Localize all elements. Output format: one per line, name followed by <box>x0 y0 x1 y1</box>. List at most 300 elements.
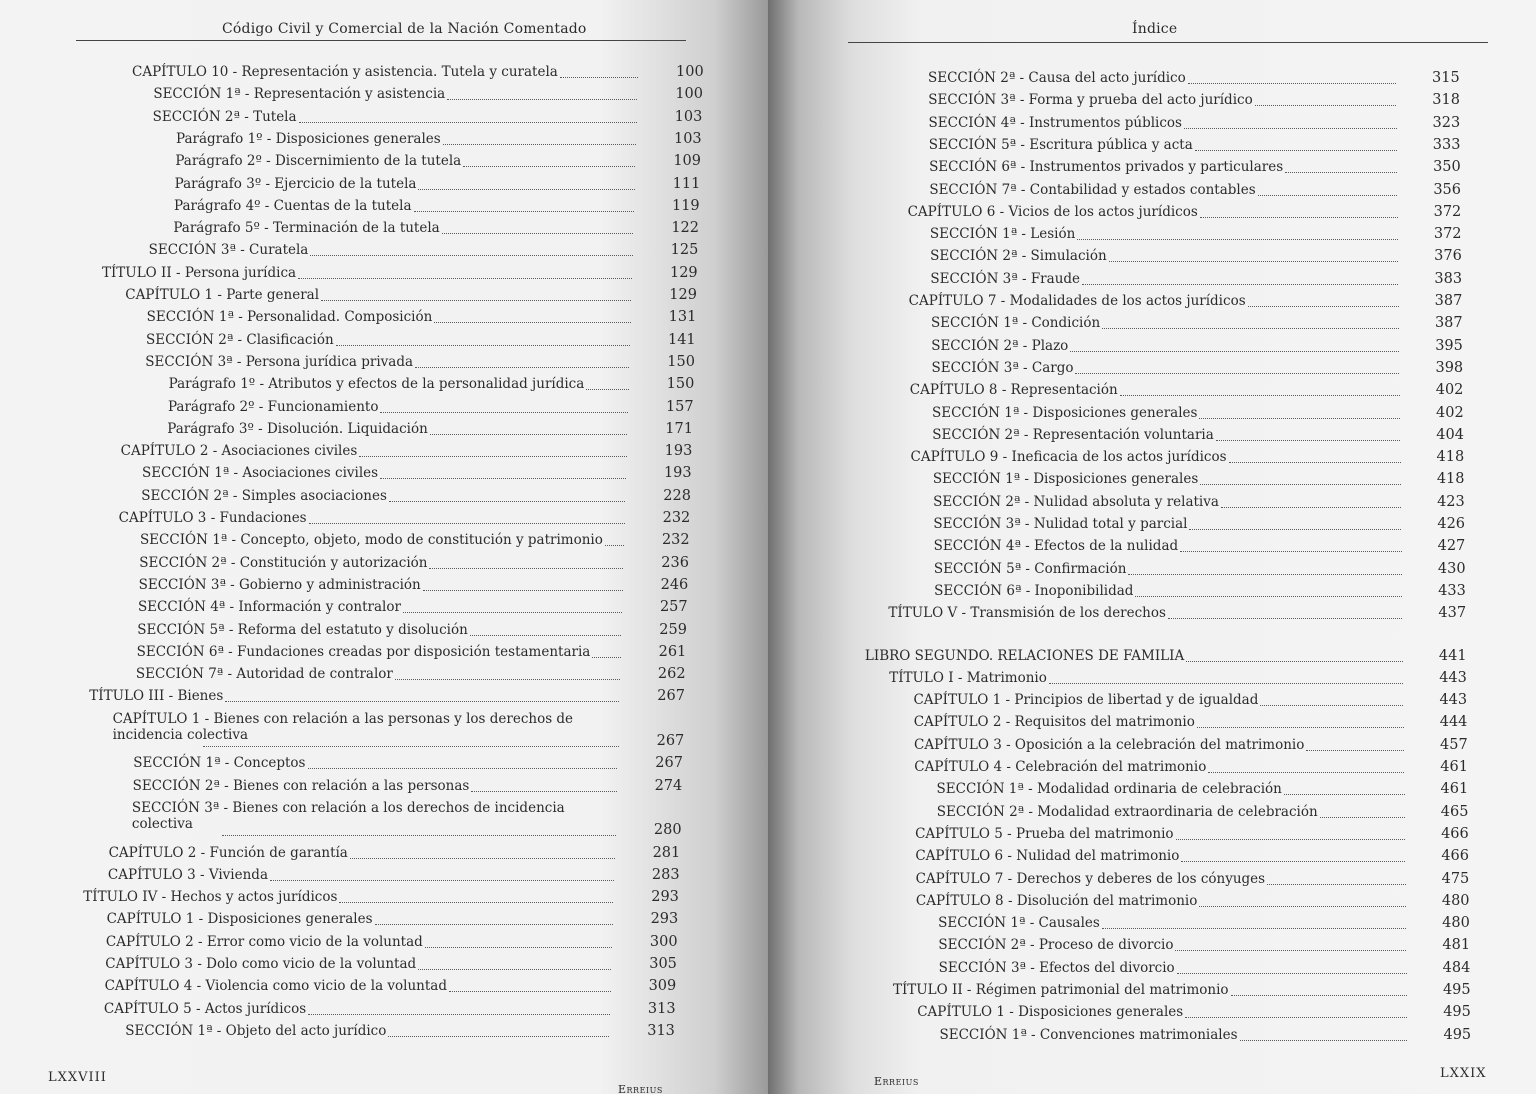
toc-entry-label: SECCIÓN 6ª - Inoponibilidad <box>934 582 1134 599</box>
toc-entry <box>914 759 1480 781</box>
toc-entry-page: 461 <box>1440 781 1469 798</box>
toc-entry <box>112 710 697 749</box>
toc-entry-label: TÍTULO V - Transmisión de los derechos <box>888 605 1166 622</box>
toc-entry <box>139 577 701 599</box>
toc-entry-label: CAPÍTULO 1 - Disposiciones generales <box>917 1004 1184 1021</box>
dot-leader <box>388 1035 609 1037</box>
toc-entry <box>137 644 699 666</box>
toc-entry-label: SECCIÓN 6ª - Instrumentos privados y particulares <box>929 159 1284 176</box>
toc-entry-label: SECCIÓN 1ª - Representación y asistencia <box>153 86 446 103</box>
toc-entry-page: 293 <box>650 911 679 928</box>
toc-entry-label: SECCIÓN 2ª - Bienes con relación a las personas <box>132 777 470 794</box>
toc-entry-label: SECCIÓN 4ª - Información y contralor <box>137 599 401 616</box>
dot-leader <box>605 544 624 546</box>
toc-entry <box>167 421 705 443</box>
toc-entry <box>142 465 704 487</box>
dot-leader <box>308 767 618 769</box>
header-rule <box>848 42 1488 43</box>
toc-entry <box>930 248 1474 270</box>
toc-entry <box>916 871 1482 893</box>
toc-entry <box>125 1023 687 1045</box>
toc-entry-page: 274 <box>654 777 683 794</box>
toc-entry-page: 193 <box>664 443 693 460</box>
toc-entry <box>106 934 690 956</box>
running-header: Índice <box>1132 21 1178 37</box>
toc-entry-label: CAPÍTULO 1 - Disposiciones generales <box>106 911 373 928</box>
toc-entry-label: SECCIÓN 2ª - Simulación <box>930 248 1107 265</box>
toc-entry <box>938 937 1482 959</box>
toc-entry <box>909 293 1475 315</box>
toc-entry <box>932 427 1476 449</box>
toc-entry-page: 257 <box>659 599 688 616</box>
dot-leader <box>1180 550 1401 552</box>
dot-leader <box>443 143 636 145</box>
toc-entry-page: 495 <box>1443 1004 1471 1021</box>
toc-entry-page: 444 <box>1439 714 1468 731</box>
toc-entry <box>174 198 712 220</box>
dot-leader <box>270 879 614 881</box>
dot-leader <box>1175 949 1406 951</box>
toc-entry-label: CAPÍTULO 6 - Vicios de los actos jurídicos <box>907 203 1198 220</box>
toc-entry <box>108 867 692 889</box>
toc-entry <box>933 471 1477 493</box>
toc-entry <box>910 382 1476 404</box>
header-rule <box>76 40 686 41</box>
toc-entry-label: SECCIÓN 2ª - Tutela <box>152 108 297 125</box>
dot-leader <box>429 567 623 569</box>
toc-entry-page: 461 <box>1440 759 1468 775</box>
toc-entry-label: SECCIÓN 2ª - Constitución y autorización <box>139 554 428 571</box>
toc-entry-page: 122 <box>671 220 699 237</box>
dot-leader <box>1195 149 1397 151</box>
toc-entry <box>939 1027 1483 1049</box>
toc-entry <box>939 960 1483 982</box>
dot-leader <box>1102 927 1406 929</box>
right-page <box>768 0 1536 1094</box>
toc-entry-page: 387 <box>1434 293 1463 309</box>
toc-entry <box>136 666 698 688</box>
toc-entry <box>109 845 693 867</box>
toc-entry-label: SECCIÓN 3ª - Curatela <box>148 242 309 259</box>
toc-entry-page: 300 <box>649 933 678 950</box>
toc-entry <box>175 153 713 175</box>
toc-entry-page: 103 <box>674 108 703 125</box>
toc-entry <box>176 131 714 153</box>
toc-entry-label: Parágrafo 2º - Discernimiento de la tutela <box>175 153 462 170</box>
toc-entry-label: SECCIÓN 1ª - Objeto del acto jurídico <box>125 1022 387 1039</box>
dot-leader <box>1255 104 1397 106</box>
toc-entry-page: 262 <box>657 666 686 683</box>
dot-leader <box>434 321 630 323</box>
toc-entry-page: 131 <box>668 309 697 326</box>
toc-entry <box>934 538 1478 560</box>
toc-entry-page: 103 <box>673 130 702 147</box>
toc-entry-page: 383 <box>1434 270 1463 287</box>
dot-leader <box>1199 417 1400 419</box>
toc-entry <box>105 956 689 978</box>
toc-entry <box>933 494 1477 516</box>
toc-entry-label: CAPÍTULO 2 - Requisitos del matrimonio <box>913 714 1195 731</box>
toc-entry-page: 387 <box>1434 315 1463 332</box>
dot-leader <box>375 923 613 925</box>
toc-entry <box>929 137 1473 159</box>
toc-entry <box>175 176 713 198</box>
toc-entry-page: 457 <box>1440 736 1468 753</box>
dot-leader <box>414 210 634 212</box>
toc-entry-label: CAPÍTULO 8 - Disolución del matrimonio <box>915 892 1198 909</box>
dot-leader <box>1229 461 1401 463</box>
dot-leader <box>1120 394 1400 396</box>
dot-leader <box>395 678 620 680</box>
toc-entry <box>933 516 1477 538</box>
toc-entry-page: 433 <box>1438 582 1466 599</box>
dot-leader <box>1188 82 1396 84</box>
dot-leader <box>222 834 616 836</box>
toc-entry-page: 423 <box>1437 493 1465 510</box>
dot-leader <box>586 388 628 390</box>
toc-entry-label: CAPÍTULO 3 - Fundaciones <box>118 510 307 526</box>
dot-leader <box>359 455 626 457</box>
dot-leader <box>203 745 619 747</box>
dot-leader <box>1168 617 1402 619</box>
toc-entry-label: CAPÍTULO 2 - Error como vicio de la voluntad <box>105 933 423 950</box>
toc-entry-label: SECCIÓN 7ª - Contabilidad y estados contables <box>929 181 1256 198</box>
dot-leader <box>225 700 619 702</box>
toc-entry-label: SECCIÓN 3ª - Gobierno y administración <box>138 576 421 593</box>
toc-entry-page: 466 <box>1441 848 1470 865</box>
toc-entry-page: 267 <box>656 732 685 749</box>
toc-entry-label: CAPÍTULO 7 - Derechos y deberes de los cónyuges <box>915 870 1266 887</box>
toc-entry-label: SECCIÓN 5ª - Reforma del estatuto y disolución <box>137 621 468 638</box>
publisher-name: Erreius <box>618 1083 663 1094</box>
toc-entry-label: TÍTULO III - Bienes <box>89 688 224 705</box>
toc-entry-page: 480 <box>1441 892 1470 909</box>
toc-entry-label: CAPÍTULO 4 - Violencia como vicio de la voluntad <box>104 978 447 995</box>
toc-entry <box>138 599 700 621</box>
toc-entry-page: 475 <box>1441 870 1470 887</box>
toc-entry-page: 100 <box>675 86 704 103</box>
dot-leader <box>1216 439 1401 441</box>
toc-entry-page: 418 <box>1436 471 1465 488</box>
toc-entry-label: CAPÍTULO 1 - Parte general <box>125 287 320 303</box>
dot-leader <box>309 522 625 524</box>
toc-entry-page: 232 <box>661 532 690 549</box>
toc-entry <box>865 648 1479 670</box>
toc-entry-page: 129 <box>669 264 698 281</box>
toc-entry <box>911 449 1477 471</box>
toc-entry-label: SECCIÓN 3ª - Forma y prueba del acto jurídico <box>928 92 1253 109</box>
page-number: LXXIX <box>1440 1066 1487 1081</box>
toc-entry-label: SECCIÓN 1ª - Modalidad ordinaria de celebración <box>936 781 1282 798</box>
dot-leader <box>299 121 637 123</box>
dot-leader <box>1267 883 1406 885</box>
toc-entry-label: CAPÍTULO 2 - Función de garantía <box>108 844 348 861</box>
dot-leader <box>470 634 621 636</box>
page-number: LXXVIII <box>48 1070 107 1085</box>
dot-leader <box>1221 506 1401 508</box>
toc-entry <box>145 354 707 376</box>
toc-entry <box>914 714 1480 736</box>
toc-entry-page: 193 <box>663 465 692 482</box>
toc-entry-label: CAPÍTULO 3 - Vivienda <box>107 866 268 883</box>
toc-entry <box>915 826 1481 848</box>
toc-entry-label: SECCIÓN 1ª - Lesión <box>929 226 1076 243</box>
toc-entry-label: CAPÍTULO 2 - Asociaciones civiles <box>120 443 358 460</box>
toc-entry-label: CAPÍTULO 9 - Ineficacia de los actos jurídicos <box>910 449 1227 466</box>
dot-leader <box>1260 704 1403 706</box>
toc-entry <box>131 799 694 838</box>
toc-entry-page: 150 <box>666 376 695 393</box>
toc-entry-page: 356 <box>1433 181 1462 198</box>
toc-entry-label: SECCIÓN 2ª - Representación voluntaria <box>932 426 1214 443</box>
toc-entry-label: CAPÍTULO 5 - Prueba del matrimonio <box>915 825 1174 842</box>
toc-entry-label: SECCIÓN 1ª - Concepto, objeto, modo de constitución y patrimonio <box>139 532 603 549</box>
toc-entry <box>133 778 695 800</box>
toc-entry-page: 236 <box>661 554 689 571</box>
toc-entry <box>119 510 703 532</box>
toc-entry <box>932 405 1476 427</box>
toc-entry-page: 372 <box>1433 226 1462 243</box>
toc-entry <box>929 182 1473 204</box>
toc-entry-page: 480 <box>1442 915 1470 932</box>
toc-entry-page: 281 <box>652 844 681 861</box>
toc-entry-page: 228 <box>663 487 691 504</box>
toc-entry-page: 466 <box>1441 825 1469 842</box>
toc-entry-page: 350 <box>1433 159 1461 176</box>
dot-leader <box>1284 793 1405 795</box>
dot-leader <box>310 254 632 256</box>
toc-entry-page: 323 <box>1432 114 1461 131</box>
toc-entry-page: 171 <box>665 420 693 437</box>
toc-entry-page: 441 <box>1438 647 1467 664</box>
toc-entry-label: Parágrafo 2º - Funcionamiento <box>167 398 379 415</box>
dot-leader <box>1184 127 1397 129</box>
toc-entry <box>917 1004 1483 1026</box>
toc-entry-label: LIBRO SEGUNDO. RELACIONES DE FAMILIA <box>864 647 1185 664</box>
toc-entry <box>929 115 1473 137</box>
toc-entry <box>169 376 707 398</box>
toc-entry <box>893 982 1483 1004</box>
toc-entry-label: CAPÍTULO 10 - Representación y asistencia. Tutela y curatela <box>132 64 558 80</box>
toc-entry-page: 333 <box>1432 136 1461 153</box>
toc-entry-page: 305 <box>649 956 677 972</box>
toc-entry-page: 100 <box>676 64 704 80</box>
toc-entry <box>168 399 706 421</box>
toc-entry-label: SECCIÓN 2ª - Modalidad extraordinaria de celebración <box>936 803 1318 820</box>
toc-entry-page: 398 <box>1435 359 1464 376</box>
toc-entry-page: 402 <box>1435 382 1464 399</box>
dot-leader <box>1306 749 1404 751</box>
toc-entry-label: CAPÍTULO 6 - Nulidad del matrimonio <box>915 848 1180 865</box>
toc-entry-page: 150 <box>667 353 695 370</box>
dot-leader <box>339 901 613 903</box>
running-header: Código Civil y Comercial de la Nación Comentado <box>222 21 587 37</box>
dot-leader <box>415 366 629 368</box>
toc-entry <box>141 488 703 510</box>
toc-entry-label: SECCIÓN 1ª - Asociaciones civiles <box>141 465 379 482</box>
toc-entry <box>173 220 711 242</box>
toc-entry-page: 313 <box>647 1000 676 1017</box>
toc-entry <box>888 605 1478 627</box>
toc-entry-label: Parágrafo 5º - Terminación de la tutela <box>173 220 440 237</box>
dot-leader <box>380 477 626 479</box>
dot-leader <box>449 990 611 992</box>
dot-leader <box>560 76 638 78</box>
toc-entry-label: Parágrafo 1º - Atributos y efectos de la personalidad jurídica <box>168 376 585 393</box>
toc-entry <box>914 737 1480 759</box>
dot-leader <box>1189 528 1401 530</box>
toc-entry-page: 111 <box>672 175 701 192</box>
dot-leader <box>418 188 634 190</box>
dot-leader <box>1208 771 1404 773</box>
toc-entry-page: 465 <box>1440 803 1469 820</box>
dot-leader <box>1200 483 1401 485</box>
dot-leader <box>380 411 627 413</box>
toc-entry-page: 376 <box>1434 248 1462 265</box>
toc-entry-page: 443 <box>1439 692 1468 709</box>
dot-leader <box>1231 994 1407 996</box>
toc-entry <box>153 86 715 108</box>
dot-leader <box>430 433 628 435</box>
dot-leader <box>1199 905 1406 907</box>
toc-entry-label: CAPÍTULO 8 - Representación <box>909 382 1118 399</box>
dot-leader <box>1258 194 1398 196</box>
toc-entry-label: SECCIÓN 7ª - Autoridad de contralor <box>135 666 393 683</box>
toc-entry-page: 372 <box>1433 203 1462 220</box>
toc-entry <box>931 360 1475 382</box>
dot-leader <box>1102 327 1399 329</box>
toc-entry-label: SECCIÓN 1ª - Personalidad. Composición <box>146 309 433 326</box>
dot-leader <box>1077 238 1398 240</box>
toc-entry-label: CAPÍTULO 1 - Principios de libertad y de igualdad <box>913 692 1259 709</box>
toc-entry-page: 246 <box>660 576 689 593</box>
toc-entry-label: TÍTULO I - Matrimonio <box>889 669 1047 686</box>
toc-entry <box>140 532 702 554</box>
toc-entry <box>930 226 1474 248</box>
toc-entry <box>139 555 701 577</box>
toc-entry <box>930 271 1474 293</box>
toc-entry <box>132 64 716 86</box>
toc-entry-page: 481 <box>1442 937 1471 954</box>
toc-entry-page: 267 <box>655 755 683 772</box>
toc-entry-page: 495 <box>1442 982 1471 998</box>
toc-entry-label: Parágrafo 3º - Disolución. Liquidación <box>167 420 428 437</box>
toc-entry <box>916 893 1482 915</box>
dot-leader <box>471 790 616 792</box>
dot-leader <box>592 656 620 658</box>
dot-leader <box>1135 595 1402 597</box>
dot-leader <box>1128 573 1401 575</box>
toc-entry-label: SECCIÓN 1ª - Conceptos <box>133 755 306 772</box>
toc-entry-page: 418 <box>1436 449 1465 466</box>
toc-entry-label: CAPÍTULO 3 - Oposición a la celebración del matrimonio <box>914 736 1305 753</box>
dot-leader <box>1200 216 1398 218</box>
dot-leader <box>321 299 631 301</box>
dot-leader <box>298 277 632 279</box>
dot-leader <box>389 500 625 502</box>
toc-entry-label: SECCIÓN 3ª - Fraude <box>930 270 1081 287</box>
toc-entry <box>931 315 1475 337</box>
toc-entry-page: 280 <box>653 821 682 838</box>
toc-entry-label: SECCIÓN 4ª - Instrumentos públicos <box>928 114 1182 131</box>
toc-entry-page: 232 <box>662 510 691 526</box>
toc-entry <box>908 204 1474 226</box>
toc-entry <box>133 755 695 777</box>
toc-entry <box>937 781 1481 803</box>
dot-leader <box>442 232 634 234</box>
toc-entry-page: 125 <box>670 242 699 259</box>
dot-leader <box>1197 726 1404 728</box>
dot-leader <box>1177 972 1407 974</box>
toc-entry-label: SECCIÓN 3ª - Efectos del divorcio <box>938 959 1175 976</box>
toc-entry-page: 259 <box>659 621 687 638</box>
toc-entry-page: 427 <box>1437 538 1466 555</box>
toc-entry-label: SECCIÓN 1ª - Condición <box>930 315 1101 332</box>
toc-entry-page: 261 <box>658 643 687 660</box>
toc-entry <box>934 561 1478 583</box>
toc-entry-page: 404 <box>1436 426 1464 443</box>
toc-entry-page: 293 <box>651 889 679 906</box>
toc-entry-label: SECCIÓN 3ª - Cargo <box>931 359 1074 376</box>
toc-entry <box>889 670 1479 692</box>
toc-entry-page: 157 <box>665 398 694 415</box>
toc-entry-page: 313 <box>647 1022 675 1039</box>
toc-entry-page: 141 <box>667 331 696 348</box>
dot-leader <box>1240 1039 1408 1041</box>
toc-entry-label: CAPÍTULO 7 - Modalidades de los actos jurídicos <box>908 293 1246 309</box>
dot-leader <box>1070 350 1399 352</box>
toc-entry-label: SECCIÓN 6ª - Fundaciones creadas por disposición testamentaria <box>136 643 591 660</box>
toc-entry-page: 402 <box>1436 404 1464 421</box>
toc-entry-label: Parágrafo 4º - Cuentas de la tutela <box>173 197 412 214</box>
toc-entry <box>107 911 691 933</box>
toc-entry-page: 315 <box>1432 70 1460 86</box>
toc-entry-label: SECCIÓN 1ª - Causales <box>938 915 1100 932</box>
toc-entry-label: SECCIÓN 2ª - Plazo <box>931 337 1069 354</box>
toc-entry-label: TÍTULO II - Persona jurídica <box>101 264 297 281</box>
toc-entry-page: 495 <box>1443 1026 1472 1043</box>
toc-entry-page: 426 <box>1437 516 1466 532</box>
dot-leader <box>447 98 637 100</box>
toc-entry-label: CAPÍTULO 5 - Actos jurídicos <box>103 1000 307 1017</box>
toc-entry-label: SECCIÓN 3ª - Persona jurídica privada <box>145 353 414 370</box>
toc-entry-label: SECCIÓN 5ª - Confirmación <box>933 560 1127 577</box>
dot-leader <box>403 611 622 613</box>
toc-entry-label: Parágrafo 1º - Disposiciones generales <box>175 130 441 147</box>
dot-leader <box>463 165 635 167</box>
toc-entry-page: 430 <box>1437 560 1466 577</box>
dot-leader <box>1181 860 1405 862</box>
toc-entry <box>137 622 699 644</box>
dot-leader <box>336 344 630 346</box>
toc-entry-page: 129 <box>669 287 697 303</box>
toc-entry-page: 484 <box>1442 959 1471 976</box>
toc-entry-label: SECCIÓN 5ª - Escritura pública y acta <box>928 136 1193 153</box>
toc-entry <box>913 692 1479 714</box>
toc-entry-page: 437 <box>1438 605 1467 622</box>
toc-entry <box>83 889 691 911</box>
toc-entry <box>125 287 709 309</box>
dot-leader <box>1248 305 1399 307</box>
toc-entry-label: TÍTULO II - Régimen patrimonial del matrimonio <box>892 982 1229 998</box>
dot-leader <box>1082 283 1398 285</box>
dot-leader <box>1109 260 1398 262</box>
toc-entry <box>928 70 1472 92</box>
toc-entry <box>934 583 1478 605</box>
toc-entry-label: SECCIÓN 2ª - Clasificación <box>145 331 334 348</box>
dot-leader <box>350 857 615 859</box>
toc-entry-page: 283 <box>651 866 680 883</box>
